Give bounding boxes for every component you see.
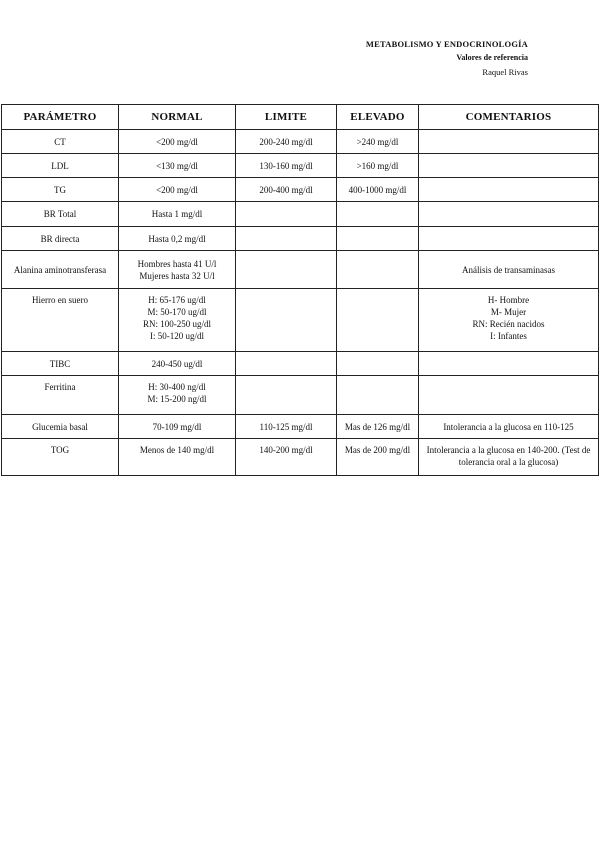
column-header-limit: LIMITE — [236, 105, 337, 130]
cell-comments: Análisis de transaminasas — [419, 251, 599, 289]
cell-normal: Menos de 140 mg/dl — [119, 439, 236, 476]
cell-limit — [236, 202, 337, 227]
cell-limit: 110-125 mg/dl — [236, 415, 337, 439]
cell-normal: <200 mg/dl — [119, 130, 236, 154]
table-row — [2, 352, 599, 376]
reference-values-table — [1, 104, 599, 476]
cell-normal: H: 30-400 ng/dl M: 15-200 ng/dl — [119, 376, 236, 415]
document-subtitle: Valores de referencia — [456, 53, 528, 62]
cell-parameter: TOG — [2, 439, 119, 476]
cell-parameter: CT — [2, 130, 119, 154]
cell-limit — [236, 227, 337, 251]
cell-parameter: TIBC — [2, 352, 119, 376]
cell-limit — [236, 251, 337, 289]
column-header-normal: NORMAL — [119, 105, 236, 130]
cell-parameter: Alanina aminotransferasa — [2, 251, 119, 289]
column-header-comments: COMENTARIOS — [419, 105, 599, 130]
cell-normal: 240-450 ug/dl — [119, 352, 236, 376]
cell-elevated — [337, 202, 419, 227]
document-header — [366, 37, 528, 79]
cell-elevated: >240 mg/dl — [337, 130, 419, 154]
table-row — [2, 415, 599, 439]
cell-limit: 200-400 mg/dl — [236, 178, 337, 202]
cell-comments — [419, 227, 599, 251]
cell-limit: 200-240 mg/dl — [236, 130, 337, 154]
column-header-elevated: ELEVADO — [337, 105, 419, 130]
cell-elevated — [337, 251, 419, 289]
cell-normal: <130 mg/dl — [119, 154, 236, 178]
table-row — [2, 251, 599, 289]
cell-limit: 140-200 mg/dl — [236, 439, 337, 476]
cell-comments: Intolerancia a la glucosa en 110-125 — [419, 415, 599, 439]
cell-comments — [419, 202, 599, 227]
cell-comments — [419, 352, 599, 376]
cell-elevated — [337, 227, 419, 251]
cell-limit — [236, 352, 337, 376]
table-row — [2, 376, 599, 415]
table-header-row — [2, 105, 599, 130]
document-title: METABOLISMO Y ENDOCRINOLOGÍA — [365, 39, 528, 49]
cell-parameter: BR directa — [2, 227, 119, 251]
table-row — [2, 154, 599, 178]
cell-elevated — [337, 289, 419, 352]
cell-comments — [419, 154, 599, 178]
cell-elevated: Mas de 200 mg/dl — [337, 439, 419, 476]
cell-normal: Hasta 1 mg/dl — [119, 202, 236, 227]
cell-comments — [419, 130, 599, 154]
table-row — [2, 202, 599, 227]
cell-elevated — [337, 352, 419, 376]
cell-parameter: Glucemia basal — [2, 415, 119, 439]
cell-elevated — [337, 376, 419, 415]
cell-parameter: TG — [2, 178, 119, 202]
cell-comments: H- Hombre M- Mujer RN: Recién nacidos I: Infantes — [419, 289, 599, 352]
column-header-parameter: PARÁMETRO — [2, 105, 119, 130]
document-author: Raquel Rivas — [482, 67, 528, 77]
cell-parameter: LDL — [2, 154, 119, 178]
cell-parameter: BR Total — [2, 202, 119, 227]
table-row — [2, 439, 599, 476]
cell-parameter: Ferritina — [2, 376, 119, 415]
cell-limit: 130-160 mg/dl — [236, 154, 337, 178]
cell-normal: <200 mg/dl — [119, 178, 236, 202]
cell-elevated: Mas de 126 mg/dl — [337, 415, 419, 439]
cell-normal: 70-109 mg/dl — [119, 415, 236, 439]
cell-elevated: 400-1000 mg/dl — [337, 178, 419, 202]
cell-elevated: >160 mg/dl — [337, 154, 419, 178]
cell-comments — [419, 376, 599, 415]
cell-limit — [236, 289, 337, 352]
cell-normal: Hasta 0,2 mg/dl — [119, 227, 236, 251]
table-row — [2, 227, 599, 251]
table-row — [2, 289, 599, 352]
cell-normal: Hombres hasta 41 U/l Mujeres hasta 32 U/l — [119, 251, 236, 289]
cell-limit — [236, 376, 337, 415]
cell-parameter: Hierro en suero — [2, 289, 119, 352]
cell-normal: H: 65-176 ug/dl M: 50-170 ug/dl RN: 100-250 ug/dl I: 50-120 ug/dl — [119, 289, 236, 352]
table-row — [2, 178, 599, 202]
table-row — [2, 130, 599, 154]
cell-comments: Intolerancia a la glucosa en 140-200. (Test de tolerancia oral a la glucosa) — [419, 439, 599, 476]
cell-comments — [419, 178, 599, 202]
